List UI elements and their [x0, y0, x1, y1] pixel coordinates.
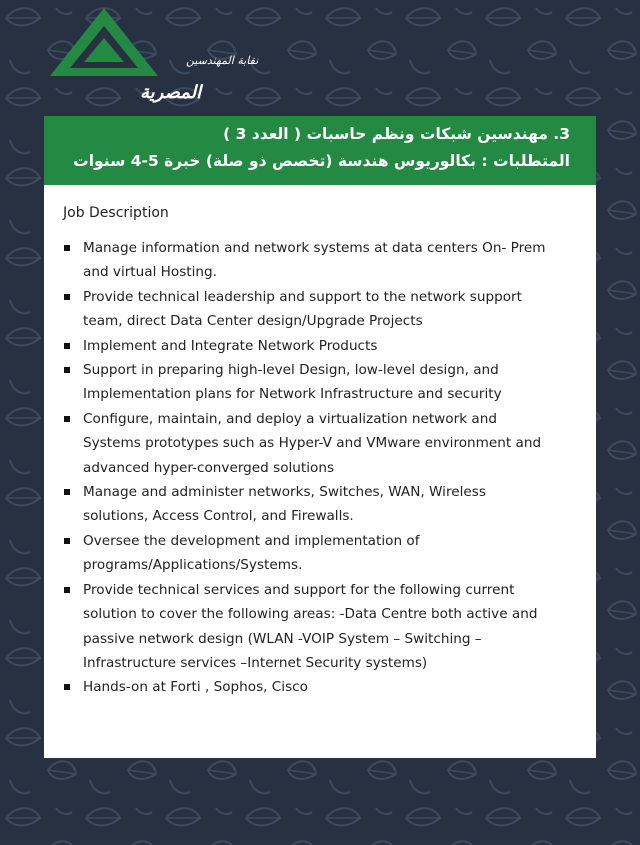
list-item-line: Oversee the development and implementation of	[83, 532, 420, 549]
list-item-line: Implementation plans for Network Infrastructure and security	[83, 386, 502, 403]
list-item	[63, 480, 578, 529]
list-item-line: Manage information and network systems at data centers On- Prem	[83, 240, 546, 256]
list-item-line: Provide technical services and support for the following current	[83, 581, 515, 598]
list-item	[63, 529, 578, 578]
list-item	[63, 358, 578, 407]
job-description	[63, 204, 578, 700]
logo-name-line2: المصرية	[140, 82, 202, 103]
job-requirements: المتطلبات : بكالوريوس هندسة (تخصص ذو صلة) خبرة 5-4 سنوات	[73, 152, 570, 170]
list-item	[63, 236, 578, 285]
list-item-line: solutions, Access Control, and Firewalls.	[83, 508, 354, 525]
job-header	[44, 116, 596, 185]
responsibilities-list	[63, 236, 578, 700]
job-title: 3. مهندسين شبكات ونظم حاسبات ( العدد 3 )	[223, 125, 570, 143]
list-item-line: and virtual Hosting.	[83, 264, 217, 281]
list-item-line: programs/Applications/Systems.	[83, 557, 303, 574]
list-item-line: Provide technical leadership and support to the network support	[83, 288, 522, 305]
list-item-line: passive network design (WLAN -VOIP System – Switching –	[83, 630, 482, 647]
list-item-line: Configure, maintain, and deploy a virtualization network and	[83, 410, 497, 427]
syndicate-logo	[44, 6, 259, 106]
list-item-line: Systems prototypes such as Hyper-V and VMware environment and	[83, 435, 542, 452]
job-description-heading: Job Description	[63, 205, 169, 221]
list-item	[63, 407, 578, 480]
list-item	[63, 334, 578, 358]
list-item-line: advanced hyper-converged solutions	[83, 459, 335, 476]
list-item	[63, 578, 578, 676]
list-item-line: solution to cover the following areas: -Data Centre both active and	[83, 606, 538, 623]
list-item-line: Support in preparing high-level Design, low-level design, and	[83, 362, 499, 379]
job-card	[44, 116, 596, 758]
list-item	[63, 285, 578, 334]
logo-name-line1: نقابة المهندسين	[186, 54, 259, 67]
list-item-line: Implement and Integrate Network Products	[83, 337, 378, 354]
list-item-line: Manage and administer networks, Switches, WAN, Wireless	[83, 484, 486, 501]
list-item-line: Infrastructure services –Internet Security systems)	[83, 654, 428, 671]
list-item-line: Hands-on at Forti , Sophos, Cisco	[83, 679, 308, 696]
list-item	[63, 675, 578, 699]
triangle-logo-icon	[50, 8, 158, 76]
list-item-line: team, direct Data Center design/Upgrade Projects	[83, 313, 423, 330]
